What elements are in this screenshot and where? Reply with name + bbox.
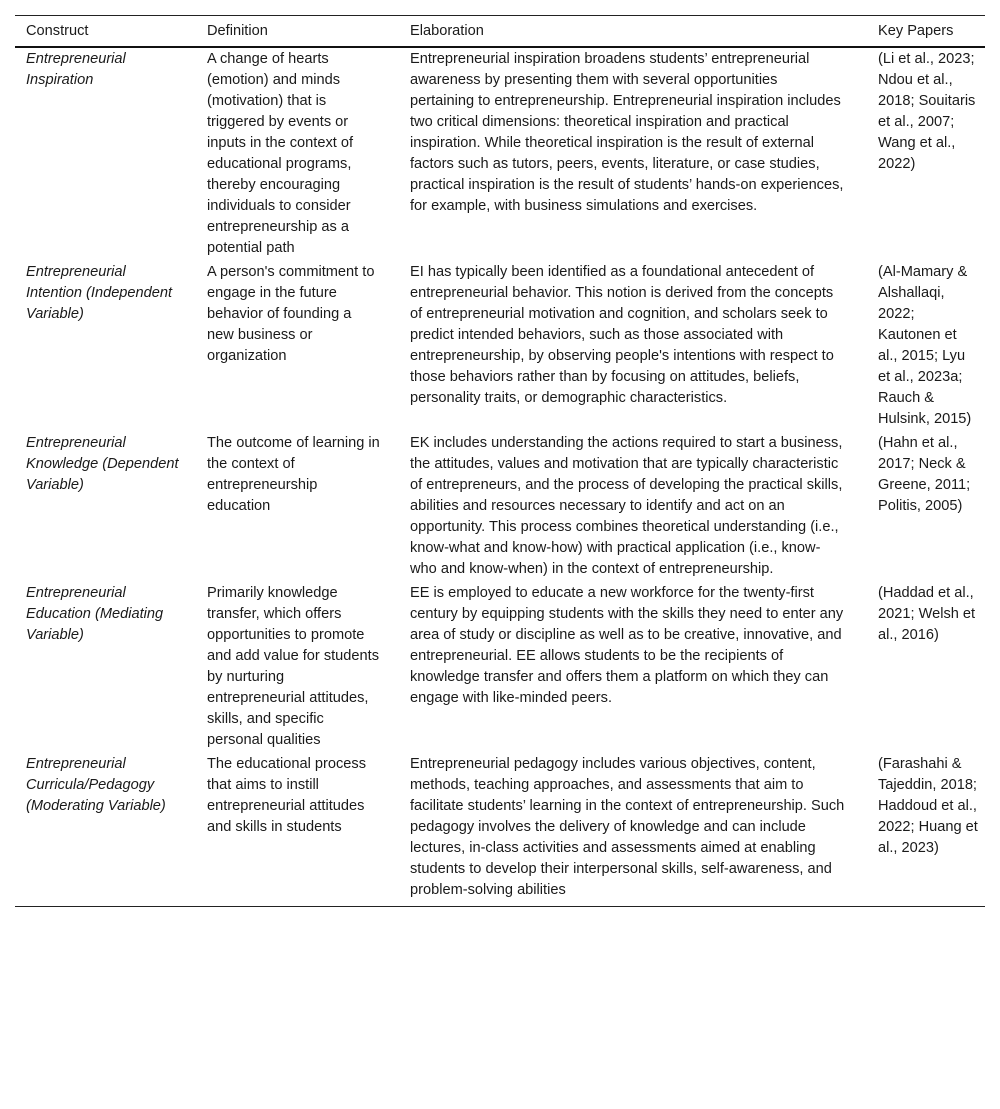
constructs-table	[15, 15, 985, 907]
column-header-elaboration: Elaboration	[410, 23, 484, 39]
column-header-key-papers: Key Papers	[878, 23, 954, 39]
cell-definition: The outcome of learning in the context of entrepreneurship education	[207, 435, 380, 514]
cell-construct: Entrepreneurial Inspiration	[26, 51, 126, 88]
table-row	[15, 432, 985, 582]
cell-definition: Primarily knowledge transfer, which offers opportunities to promote and add value for students by nurturing entrepreneurial attitudes, skills, and specific personal qualities	[207, 585, 380, 748]
cell-key-papers: (Li et al., 2023; Ndou et al., 2018; Souitaris et al., 2007; Wang et al., 2022)	[878, 51, 976, 172]
cell-key-papers: (Hahn et al., 2017; Neck & Greene, 2011; Politis, 2005)	[878, 435, 971, 514]
cell-key-papers: (Al-Mamary & Alshallaqi, 2022; Kautonen et al., 2015; Lyu et al., 2023a; Rauch & Hulsink, 2015)	[878, 264, 972, 427]
table-body	[15, 47, 985, 907]
cell-construct: Entrepreneurial Intention (Independent Variable)	[26, 264, 173, 322]
cell-definition: The educational process that aims to instill entrepreneurial attitudes and skills in students	[207, 756, 367, 835]
column-header-construct: Construct	[26, 23, 89, 39]
cell-elaboration: Entrepreneurial inspiration broadens students’ entrepreneurial awareness by presenting them with several opportunities pertaining to entrepreneurship. Entrepreneurial inspiration includes two critical dimensions: theoretical inspiration and practical inspiration. While theoretical inspiration is the result of external factors such as tutors, peers, events, literature, or case studies, practical inspiration is the result of students’ hands-on experiences, for example, with business simulations and exercises.	[410, 51, 844, 214]
table-row	[15, 753, 985, 907]
cell-construct: Entrepreneurial Education (Mediating Variable)	[26, 585, 164, 643]
cell-definition: A change of hearts (emotion) and minds (motivation) that is triggered by events or inputs in the context of educational programs, thereby encouraging individuals to consider entrepreneurship as a potential path	[207, 51, 354, 256]
cell-elaboration: EK includes understanding the actions required to start a business, the attitudes, values and motivation that are typically characteristic of entrepreneurs, and the process of developing the practical skills, abilities and resources necessary to identify and act on an opportunity. This process combines theoretical understanding (i.e., know-what and know-how) with practical application (i.e., know-who and know-when) in the context of entrepreneurship.	[410, 435, 843, 577]
cell-elaboration: EE is employed to educate a new workforce for the twenty-first century by equipping students with the skills they need to enter any area of study or discipline as well as to be creative, innovative, and entrepreneurial. EE allows students to be the recipients of knowledge transfer and offers them a platform on which they can engage with like-minded peers.	[410, 585, 844, 706]
table-row	[15, 582, 985, 753]
table-row	[15, 47, 985, 261]
table-header	[15, 16, 985, 48]
cell-construct: Entrepreneurial Knowledge (Dependent Variable)	[26, 435, 179, 493]
cell-key-papers: (Haddad et al., 2021; Welsh et al., 2016)	[878, 585, 976, 643]
cell-elaboration: EI has typically been identified as a foundational antecedent of entrepreneurial behavior. This notion is derived from the concepts of entrepreneurial motivation and cognition, and scholars seek to predict intended behaviors, such as those associated with entrepreneurship, by observing people's intentions with respect to those behaviors rather than by focusing on attitudes, beliefs, personality traits, or demographic characteristics.	[410, 264, 834, 406]
cell-definition: A person's commitment to engage in the future behavior of founding a new business or organization	[207, 264, 375, 364]
column-header-definition: Definition	[207, 23, 268, 39]
header-row	[15, 16, 985, 48]
cell-key-papers: (Farashahi & Tajeddin, 2018; Haddoud et al., 2022; Huang et al., 2023)	[878, 756, 978, 856]
table-row	[15, 261, 985, 432]
constructs-table-container	[15, 15, 985, 907]
cell-construct: Entrepreneurial Curricula/Pedagogy (Moderating Variable)	[26, 756, 166, 814]
cell-elaboration: Entrepreneurial pedagogy includes various objectives, content, methods, teaching approaches, and assessments that aim to facilitate students’ learning in the context of entrepreneurship. Such pedagogy involves the delivery of knowledge and can include lectures, in-class activities and assessments aimed at enabling students to develop their interpersonal skills, self-awareness, and problem-solving abilities	[410, 756, 845, 898]
